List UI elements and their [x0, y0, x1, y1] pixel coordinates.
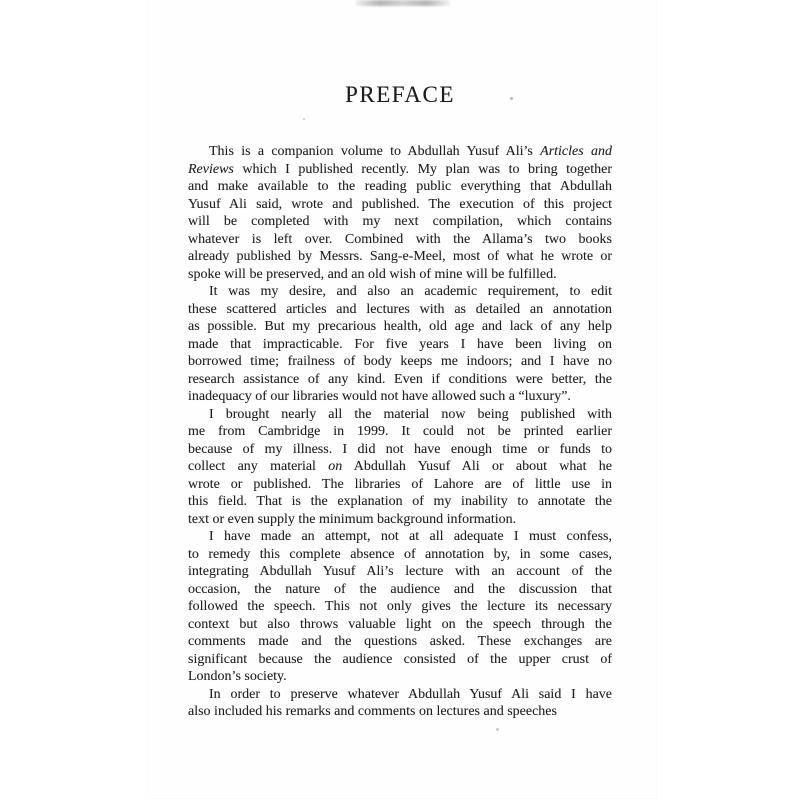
text-segment: research assistance of any kind. Even if conditions were better, the [188, 371, 612, 387]
text-line [188, 388, 612, 406]
text-line [188, 458, 612, 476]
text-line [188, 196, 612, 214]
text-line [188, 248, 612, 266]
text-segment: Abdullah Yusuf Ali or about what he [342, 459, 612, 474]
italic-text: on [328, 459, 343, 474]
text-line [188, 511, 612, 529]
text-segment: and make available to the reading public everything that Abdullah [188, 179, 612, 194]
text-segment: text or even supply the minimum background information. [188, 511, 517, 527]
text-line [188, 406, 612, 424]
text-line [188, 493, 612, 511]
text-line [188, 616, 612, 634]
text-line [188, 371, 612, 389]
text-line [188, 686, 612, 704]
text-segment: to remedy this complete absence of annotation by, in some cases, [188, 546, 612, 562]
text-segment: London’s society. [188, 669, 287, 684]
text-line [188, 423, 612, 441]
text-line [188, 353, 612, 371]
text-line [188, 598, 612, 616]
text-segment: me from Cambridge in 1999. It could not be printed earlier [188, 424, 612, 439]
text-line [188, 441, 612, 459]
preface-text-block [188, 143, 612, 721]
text-line [188, 651, 612, 669]
text-line [188, 563, 612, 581]
text-segment: these scattered articles and lectures with as detailed an annotation [188, 301, 612, 317]
text-segment: comments made and the questions asked. These exchanges are [188, 634, 612, 649]
text-segment: occasion, the nature of the audience and the discussion that [188, 581, 612, 597]
text-line [188, 581, 612, 599]
text-segment: borrowed time; frailness of body keeps me indoors; and I have no [188, 354, 612, 369]
text-line [188, 546, 612, 564]
text-segment: wrote or published. The libraries of Lahore are of little use in [188, 476, 612, 492]
text-segment: will be completed with my next compilation, which contains [188, 214, 612, 229]
text-segment: because of my illness. I did not have enough time or funds to [188, 441, 612, 457]
text-segment: followed the speech. This not only gives the lecture its necessary [188, 599, 612, 614]
text-line [188, 703, 612, 721]
text-segment: whatever is left over. Combined with the Allama’s two books [188, 231, 612, 247]
text-line [188, 528, 612, 546]
text-segment: I brought nearly all the material now being published with [209, 406, 612, 422]
text-line [188, 231, 612, 249]
italic-text: Articles and [540, 144, 612, 159]
text-line [188, 476, 612, 494]
text-segment: inadequacy of our libraries would not have allowed such a “luxury”. [188, 389, 571, 404]
text-line [188, 668, 612, 686]
text-segment: This is a companion volume to Abdullah Yusuf Ali’s [209, 144, 541, 159]
text-segment: Yusuf Ali said, wrote and published. The execution of this project [188, 196, 612, 212]
text-segment: collect any material [188, 459, 329, 474]
text-line [188, 336, 612, 354]
scan-speck [496, 728, 499, 731]
text-line [188, 318, 612, 336]
text-line [188, 283, 612, 301]
text-segment: already published by Messrs. Sang-e-Meel, most of what he wrote or [188, 249, 612, 264]
text-line [188, 143, 612, 161]
text-line [188, 301, 612, 319]
text-segment: integrating Abdullah Yusuf Ali’s lecture with an account of the [188, 564, 612, 579]
text-segment: which I published recently. My plan was to bring together [233, 161, 612, 177]
text-segment: also included his remarks and comments on lectures and speeches [188, 704, 557, 719]
text-line [188, 178, 612, 196]
text-line [188, 213, 612, 231]
page-title: PREFACE [345, 82, 455, 107]
italic-text: Reviews [188, 161, 234, 177]
text-segment: I have made an attempt, not at all adequate I must confess, [209, 529, 612, 544]
text-segment: In order to preserve whatever Abdullah Yusuf Ali said I have [209, 686, 612, 702]
text-line [188, 161, 612, 179]
text-segment: spoke will be preserved, and an old wish of mine will be fulfilled. [188, 266, 557, 282]
scan-speck [303, 118, 305, 120]
text-line [188, 266, 612, 284]
text-segment: context but also throws valuable light on the speech through the [188, 616, 612, 632]
text-segment: as possible. But my precarious health, old age and lack of any help [188, 319, 612, 334]
text-segment: It was my desire, and also an academic requirement, to edit [209, 284, 612, 299]
cropped-header-bar [356, 0, 450, 6]
scan-speck [510, 97, 513, 100]
text-segment: made that impracticable. For five years I have been living on [188, 336, 612, 352]
text-segment: significant because the audience consisted of the upper crust of [188, 651, 612, 667]
text-line [188, 633, 612, 651]
text-segment: this field. That is the explanation of my inability to annotate the [188, 494, 612, 509]
